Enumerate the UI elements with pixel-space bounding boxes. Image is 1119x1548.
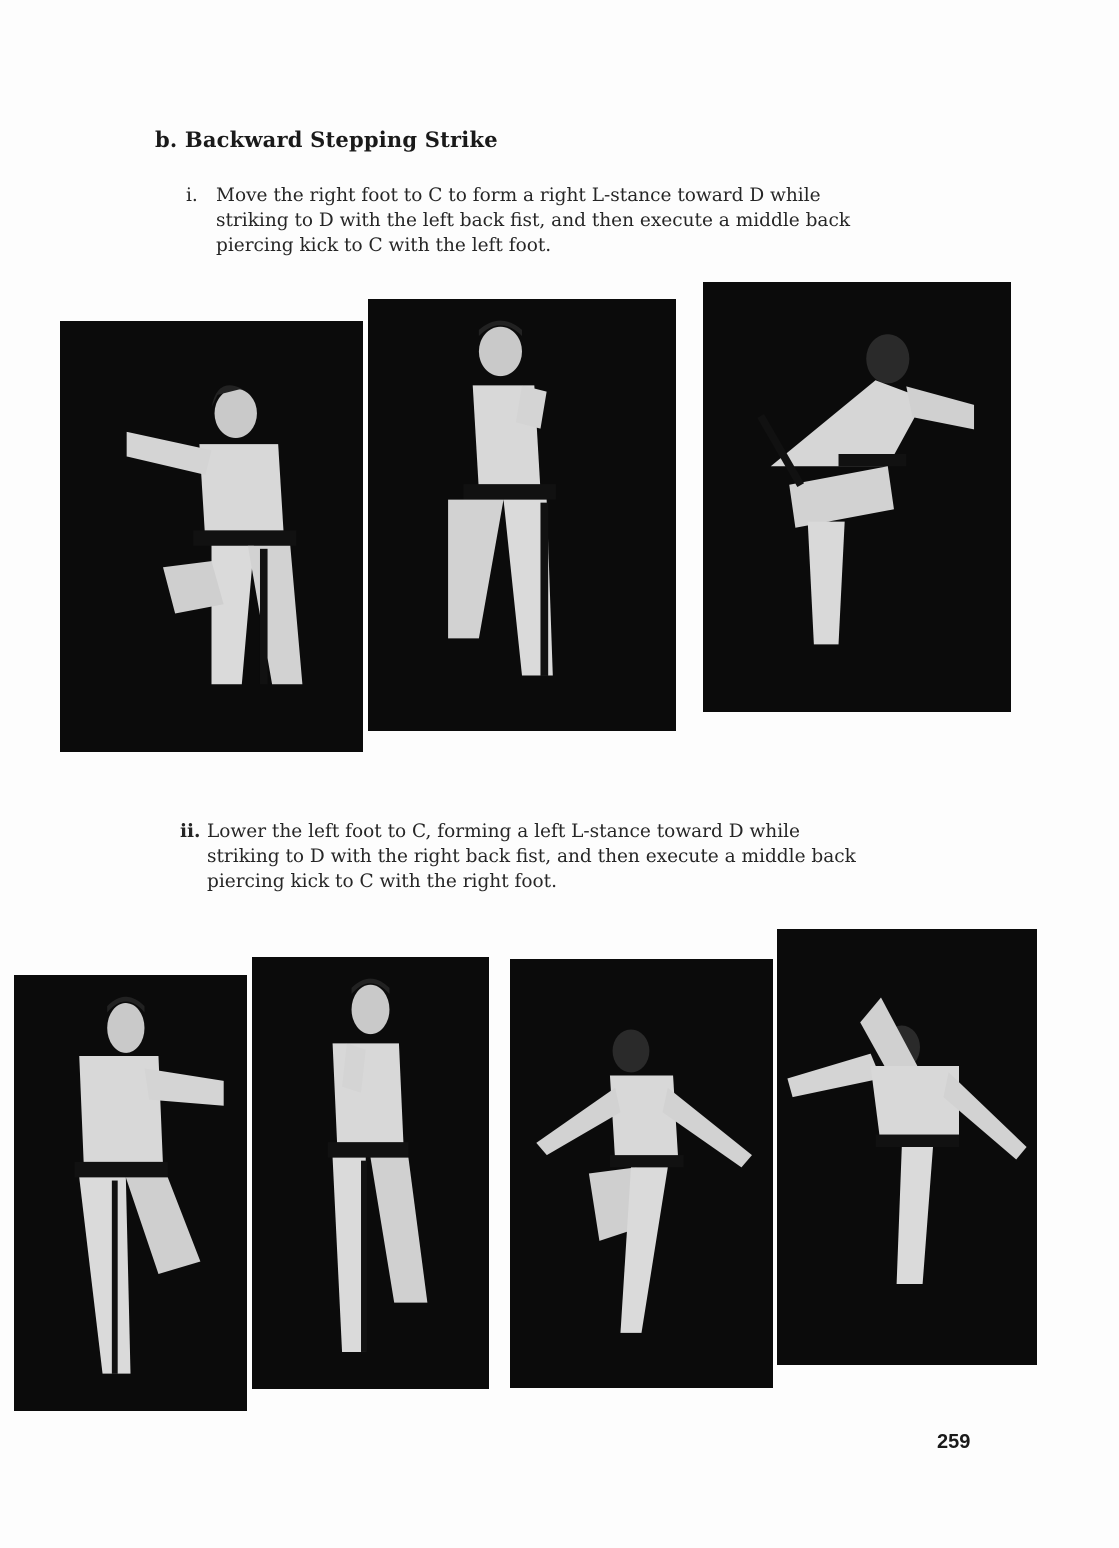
step-ii-text [207, 819, 856, 894]
page-number: 259 [937, 1431, 971, 1453]
photo-step-i-2-left-back-fist [368, 299, 676, 731]
photo-step-i-3-back-piercing-kick [703, 282, 1011, 712]
step-i-line-3: piercing kick to C with the left foot. [216, 235, 552, 256]
step-i-line-1: Move the right foot to C to form a right L-stance toward D while [216, 185, 821, 206]
section-heading: b. Backward Stepping Strike [155, 127, 498, 152]
step-ii-line-3: piercing kick to C with the right foot. [207, 871, 557, 892]
step-i-marker: i. [186, 185, 198, 206]
step-ii-instructions [180, 819, 856, 894]
photo-step-i-1-back-fist-ready [60, 321, 363, 752]
step-i-line-2: striking to D with the left back fist, and then execute a middle back [216, 210, 851, 231]
step-ii-line-2: striking to D with the right back fist, and then execute a middle back [207, 846, 856, 867]
step-ii-line-1: Lower the left foot to C, forming a left L-stance toward D while [207, 821, 800, 842]
photo-step-ii-3-chamber [510, 959, 773, 1388]
step-i-instructions [186, 183, 850, 258]
step-i-text [216, 183, 850, 258]
photo-step-ii-1-back-fist-ready [14, 975, 247, 1411]
photo-step-ii-2-right-back-fist [252, 957, 489, 1389]
photo-step-ii-4-back-piercing-kick [777, 929, 1037, 1365]
step-ii-marker: ii. [180, 821, 201, 842]
